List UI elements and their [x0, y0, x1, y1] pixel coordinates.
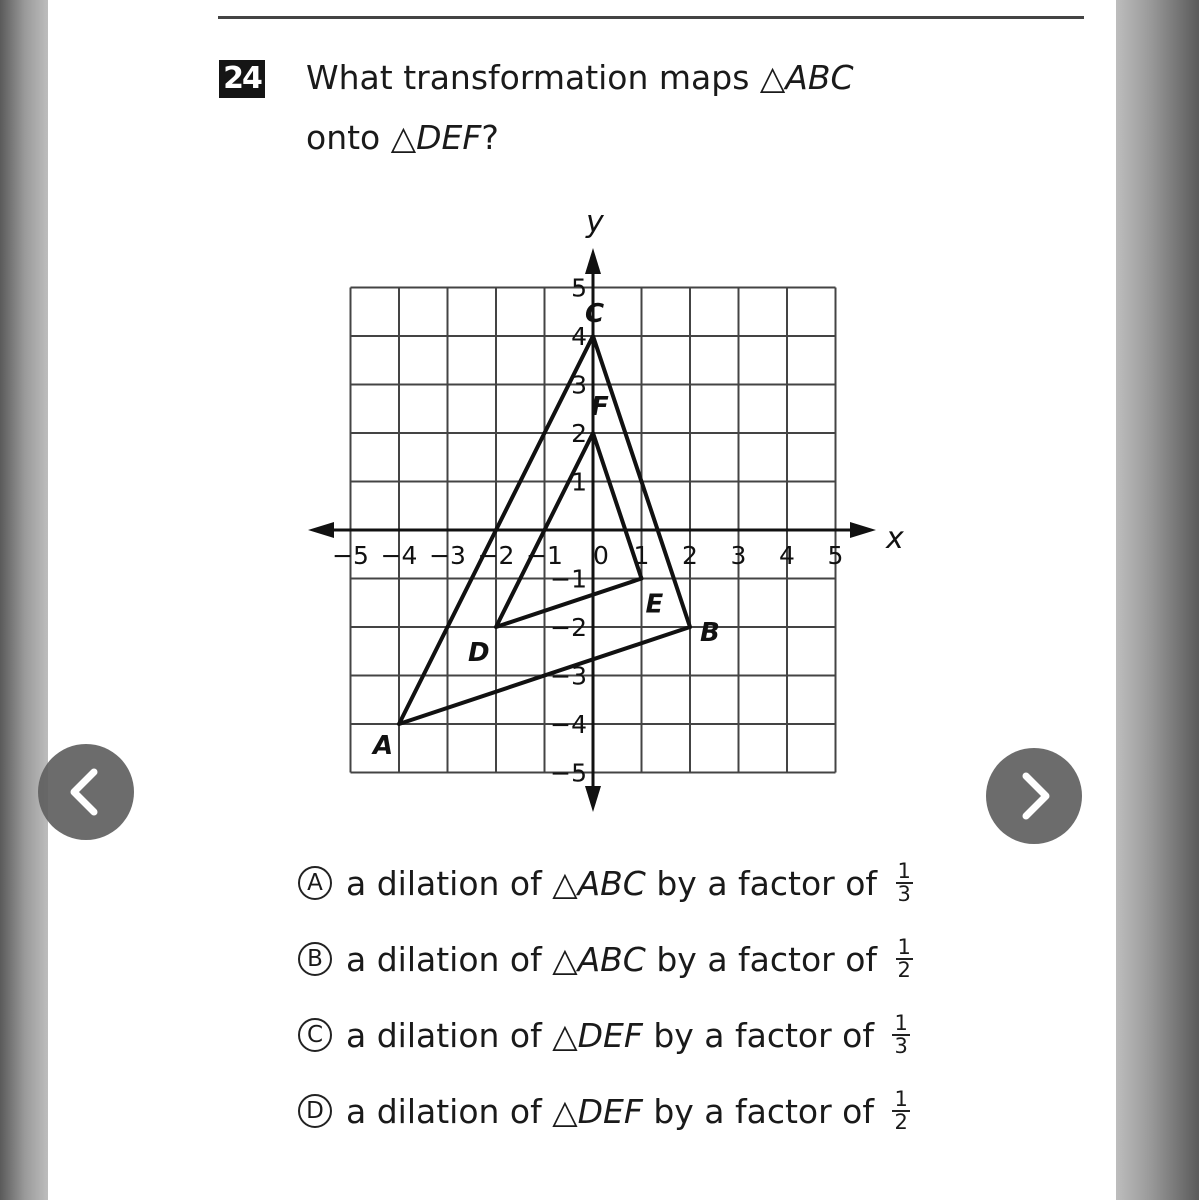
- question-number: 24: [219, 60, 265, 98]
- chevron-right-icon: [986, 748, 1082, 844]
- answer-bubble[interactable]: D: [298, 1094, 332, 1128]
- chevron-left-icon: [38, 744, 134, 840]
- vertex-label-b: B: [700, 618, 720, 648]
- next-button[interactable]: [986, 748, 1082, 844]
- vertex-label-a: A: [373, 731, 394, 761]
- fraction-numerator: 1: [897, 858, 911, 883]
- x-tick-label: 4: [779, 541, 795, 570]
- worksheet-page: [48, 0, 1116, 1200]
- answer-triangle: △ABC: [552, 940, 646, 979]
- answer-triangle: △ABC: [552, 864, 646, 903]
- y-tick-label: −3: [550, 661, 587, 691]
- answer-mid: by a factor of: [642, 1092, 885, 1131]
- answer-bubble[interactable]: A: [298, 866, 332, 900]
- answer-choice-c[interactable]: [298, 1010, 913, 1090]
- fraction-denominator: 3: [894, 1033, 908, 1058]
- answer-prefix: a dilation of: [346, 940, 553, 979]
- answer-fraction: [892, 1010, 909, 1058]
- x-tick-label: 3: [730, 541, 747, 570]
- answer-choice-a[interactable]: [298, 858, 913, 938]
- y-tick-label: −2: [550, 613, 587, 642]
- y-tick-label: −4: [550, 710, 587, 739]
- y-tick-label: 5: [571, 273, 587, 303]
- x-axis-arrow-right: [850, 522, 876, 538]
- x-tick-label: 1: [633, 541, 650, 570]
- answer-prefix: a dilation of: [346, 1016, 553, 1055]
- answer-choice-b[interactable]: [298, 934, 913, 1014]
- y-tick-label: 4: [571, 322, 587, 351]
- vertex-label-d: D: [468, 638, 490, 668]
- vertex-label-c: C: [585, 299, 605, 329]
- y-axis-arrow-down: [585, 786, 601, 812]
- answer-fraction: [896, 858, 913, 906]
- x-tick-label: −1: [526, 541, 563, 570]
- answer-text: [346, 1086, 910, 1136]
- answer-text: [346, 934, 913, 984]
- answer-fraction: [896, 934, 913, 982]
- y-tick-label: 1: [571, 467, 587, 497]
- question-triangle-def: △DEF: [390, 118, 482, 157]
- fraction-denominator: 3: [897, 881, 911, 906]
- answer-bubble[interactable]: C: [298, 1018, 332, 1052]
- x-tick-label: 0: [593, 541, 609, 570]
- answer-prefix: a dilation of: [346, 864, 553, 903]
- x-tick-label: 2: [682, 541, 698, 570]
- y-tick-label: 2: [571, 419, 587, 448]
- answer-bubble[interactable]: B: [298, 942, 332, 976]
- question-mark: ?: [481, 118, 499, 157]
- x-axis-arrow-left: [308, 522, 334, 538]
- x-tick-label: −4: [380, 541, 418, 570]
- fraction-numerator: 1: [894, 1010, 908, 1035]
- answer-fraction: [892, 1086, 909, 1134]
- x-axis-label: x: [886, 521, 904, 556]
- coordinate-graph: [48, 0, 1116, 860]
- vertex-label-e: E: [645, 589, 664, 620]
- answer-mid: by a factor of: [645, 940, 888, 979]
- x-tick-label: −2: [477, 541, 515, 570]
- answer-text: [346, 1010, 910, 1060]
- fraction-numerator: 1: [897, 934, 911, 959]
- answer-choice-d[interactable]: [298, 1086, 913, 1166]
- y-tick-label: −1: [550, 564, 587, 594]
- answer-mid: by a factor of: [642, 1016, 885, 1055]
- answer-mid: by a factor of: [645, 864, 888, 903]
- answer-choices: [298, 858, 913, 1166]
- question-line-2-text: onto: [306, 118, 391, 157]
- answer-triangle: △DEF: [552, 1092, 643, 1131]
- y-tick-label: −5: [550, 758, 587, 788]
- x-tick-label: −3: [429, 541, 466, 570]
- answer-prefix: a dilation of: [346, 1092, 553, 1131]
- y-axis-label: y: [586, 205, 604, 240]
- y-axis-arrow-up: [585, 248, 601, 274]
- fraction-denominator: 2: [894, 1109, 908, 1134]
- fraction-denominator: 2: [897, 957, 911, 982]
- question-line-1-text: What transformation maps: [306, 58, 760, 97]
- y-tick-label: 3: [571, 370, 587, 400]
- x-tick-label: −5: [332, 541, 369, 570]
- x-tick-label: 5: [827, 541, 844, 570]
- answer-text: [346, 858, 913, 908]
- previous-button[interactable]: [38, 744, 134, 840]
- question-triangle-abc: △ABC: [759, 58, 854, 97]
- vertex-label-f: F: [591, 392, 609, 422]
- answer-triangle: △DEF: [552, 1016, 643, 1055]
- fraction-numerator: 1: [894, 1086, 908, 1111]
